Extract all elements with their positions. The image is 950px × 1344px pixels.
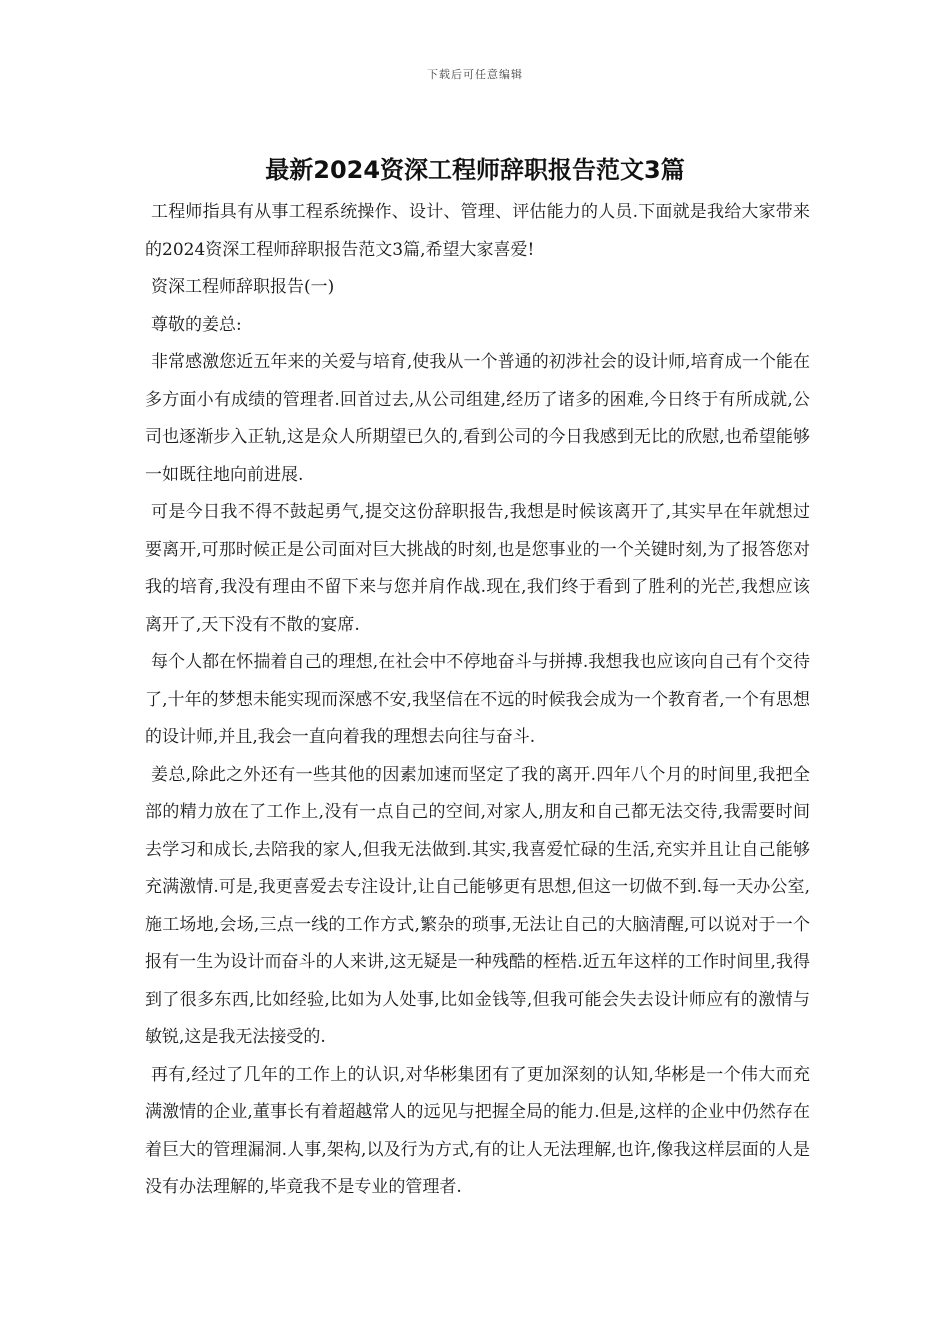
header-note: 下载后可任意编辑 — [427, 68, 523, 81]
section-heading: 资深工程师辞职报告(一) — [151, 277, 335, 297]
paragraph: 姜总,除此之外还有一些其他的因素加速而坚定了我的离开.四年八个月的时间里,我把全部的精力放在了工作上,没有一点自己的空间,对家人,朋友和自己都无法交待,我需要时间去学习和成长,去陪我的家人,但我无法做到.其实,我喜爱忙碌的生活,充实并且让自己能够充满激情.可是,我更喜爱去专注设计,让自己能够更有思想,但这一切做不到.每一天办公室,施工场地,会场,三点一线的工作方式,繁杂的琐事,无法让自己的大脑清醒,可以说对于一个报有一生为设计而奋斗的人来讲,这无疑是一种残酷的桎梏.近五年这样的工作时间里,我得到了很多东西,比如经验,比如为人处事,比如金钱等,但我可能会失去设计师应有的激情与敏锐,这是我无法接受的. — [145, 764, 810, 1047]
document-title: 最新2024资深工程师辞职报告范文3篇 — [265, 156, 685, 184]
paragraph: 再有,经过了几年的工作上的认识,对华彬集团有了更加深刻的认知,华彬是一个伟大而充满激情的企业,董事长有着超越常人的远见与把握全局的能力.但是,这样的企业中仍然存在着巨大的管理漏洞.人事,架构,以及行为方式,有的让人无法理解,也许,像我这样层面的人是没有办法理解的,毕竟我不是专业的管理者. — [145, 1064, 810, 1197]
paragraph: 非常感激您近五年来的关爱与培育,使我从一个普通的初涉社会的设计师,培育成一个能在多方面小有成绩的管理者.回首过去,从公司组建,经历了诸多的困难,今日终于有所成就,公司也逐渐步入正轨,这是众人所期望已久的,看到公司的今日我感到无比的欣慰,也希望能够一如既往地向前进展. — [145, 352, 810, 485]
document-body — [145, 194, 810, 1207]
salutation: 尊敬的姜总: — [151, 314, 242, 335]
paragraph: 每个人都在怀揣着自己的理想,在社会中不停地奋斗与拼搏.我想我也应该向自己有个交待了,十年的梦想未能实现而深感不安,我坚信在不远的时候我会成为一个教育者,一个有思想的设计师,并且,我会一直向着我的理想去向往与奋斗. — [145, 652, 810, 747]
paragraph-intro: 工程师指具有从事工程系统操作、设计、管理、评估能力的人员.下面就是我给大家带来的2024资深工程师辞职报告范文3篇,希望大家喜爱! — [145, 202, 810, 260]
paragraph: 可是今日我不得不鼓起勇气,提交这份辞职报告,我想是时候该离开了,其实早在年就想过要离开,可那时候正是公司面对巨大挑战的时刻,也是您事业的一个关键时刻,为了报答您对我的培育,我没有理由不留下来与您并肩作战.现在,我们终于看到了胜利的光芒,我想应该离开了,天下没有不散的宴席. — [145, 502, 810, 635]
